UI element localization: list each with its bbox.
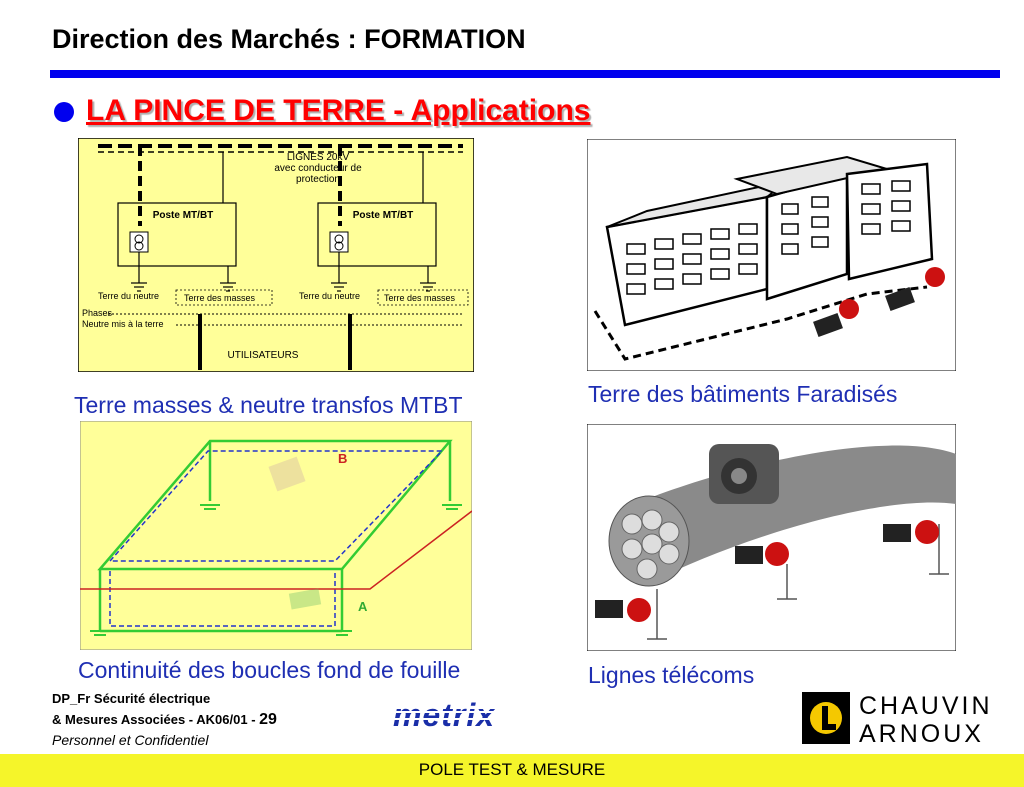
label-a: A	[358, 599, 368, 614]
phases-label: Phases	[82, 308, 113, 318]
users-label: UTILISATEURS	[227, 350, 299, 361]
masses-earth-left: Terre des masses	[184, 293, 256, 303]
svg-text:ARNOUX: ARNOUX	[859, 720, 984, 746]
footer-line-1: DP_Fr Sécurité électrique	[52, 691, 211, 706]
caption-transformer: Terre masses & neutre transfos MTBT	[74, 392, 463, 418]
telecom-illustration	[587, 424, 956, 651]
masses-earth-right: Terre des masses	[384, 293, 456, 303]
page-number: 29	[259, 711, 277, 728]
foundation-loop-diagram	[80, 421, 472, 650]
transformer-icon-right	[330, 232, 348, 252]
bullet-icon	[54, 102, 74, 122]
page-title: Direction des Marchés : FORMATION	[52, 24, 526, 54]
line-label-2: avec conducteur de	[274, 163, 362, 174]
svg-text:CHAUVIN: CHAUVIN	[859, 692, 993, 720]
caption-telecom: Lignes télécoms	[588, 662, 755, 688]
telephone-icon	[709, 444, 779, 504]
caption-foundation: Continuité des boucles fond de fouille	[78, 657, 461, 683]
transformer-diagram	[78, 138, 474, 372]
footer-line-3: Personnel et Confidentiel	[52, 732, 209, 748]
building-illustration	[587, 139, 956, 371]
svg-text:metrix: metrix	[392, 700, 496, 732]
label-b: B	[338, 451, 348, 466]
transformer-icon-left	[130, 232, 148, 252]
section-title: LA PINCE DE TERRE - Applications	[86, 94, 591, 127]
header-rule	[50, 70, 1000, 78]
neutral-grounded-label: Neutre mis à la terre	[82, 319, 164, 329]
footer-center-label: POLE TEST & MESURE	[418, 760, 606, 779]
line-label-3: protection	[296, 174, 340, 185]
chauvin-arnoux-logo	[802, 690, 1008, 746]
caption-building: Terre des bâtiments Faradisés	[588, 381, 898, 407]
line-label-1: LIGNES 20kV	[286, 152, 350, 163]
station-right-label: Poste MT/BT	[352, 210, 414, 221]
footer-line-2: & Mesures Associées - AK06/01 - 29	[52, 711, 277, 728]
footer-info	[52, 688, 277, 751]
station-left-label: Poste MT/BT	[152, 210, 214, 221]
neutral-earth-right: Terre du neutre	[299, 291, 361, 301]
neutral-earth-left: Terre du neutre	[98, 291, 160, 301]
metrix-logo	[356, 700, 532, 732]
